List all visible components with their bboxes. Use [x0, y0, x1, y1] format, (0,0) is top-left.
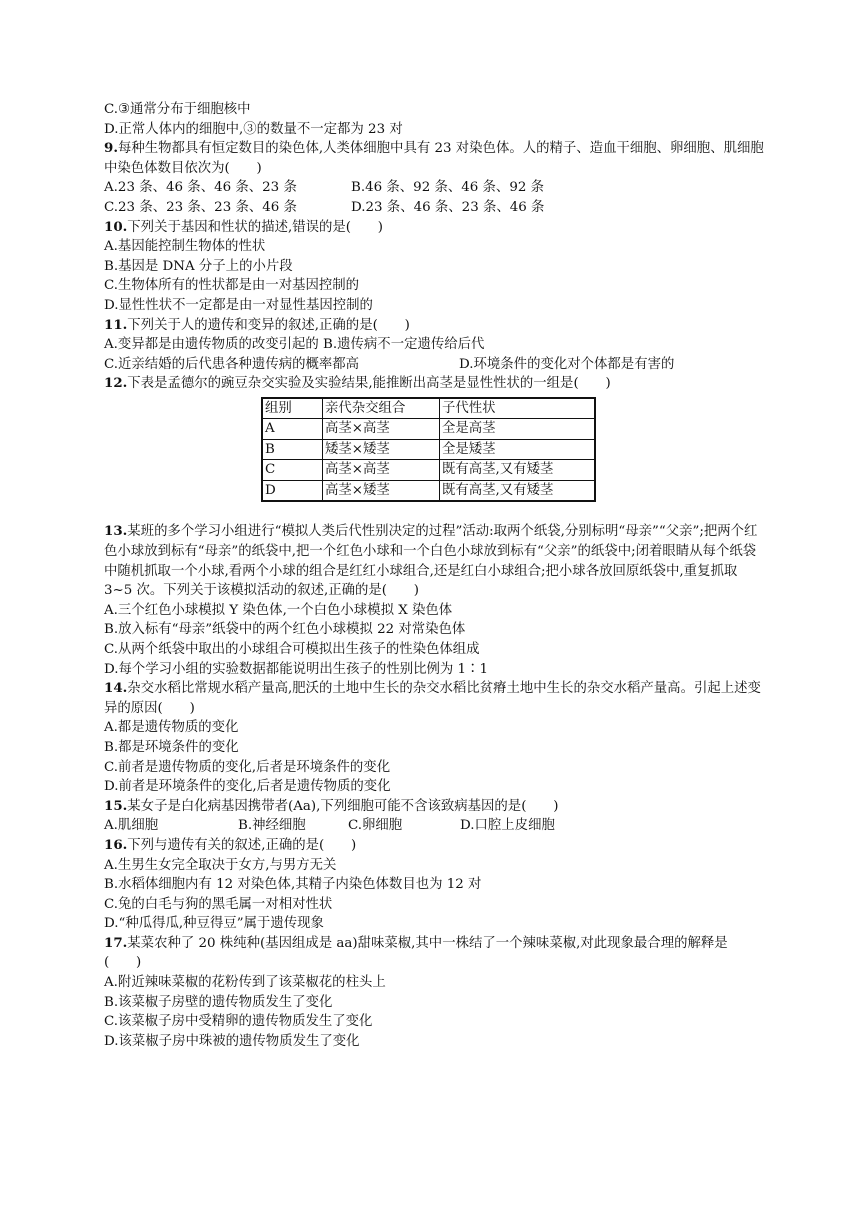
q14-stem-text: 杂交水稻比常规水稻产量高,肥沃的土地中生长的杂交水稻比贫瘠土地中生长的杂交水稻产量高。引起上述变异的原因( ): [104, 681, 761, 716]
q17-stem: [104, 934, 764, 973]
q15-option-c: C.卵细胞: [348, 818, 403, 834]
q13-option-c: C.从两个纸袋中取出的小球组合可模拟出生孩子的性染色体组成: [104, 641, 480, 657]
q11-option-d: D.环境条件的变化对个体都是有害的: [459, 356, 675, 372]
table-row: [262, 419, 595, 440]
q16-number: 16.: [104, 836, 128, 853]
q12-number: 12.: [104, 375, 128, 392]
question-content: [104, 100, 764, 1051]
q9-stem: [104, 139, 764, 178]
q14-option-b: B.都是环境条件的变化: [104, 739, 239, 755]
table-cell: B: [262, 439, 323, 460]
q9-option-b: B.46 条、92 条、46 条、92 条: [351, 180, 545, 196]
q16-option-d: D.“种瓜得瓜,种豆得豆”属于遗传现象: [104, 916, 324, 932]
q10-stem: [104, 218, 764, 238]
q15-option-a: A.肌细胞: [104, 818, 159, 834]
table-row: [262, 439, 595, 460]
table-cell: 既有高茎,又有矮茎: [440, 480, 596, 501]
q9-options-row1: [104, 178, 764, 198]
q9-option-c: C.23 条、23 条、23 条、46 条: [104, 199, 297, 215]
q15-option-b: B.神经细胞: [238, 818, 306, 834]
q11-number: 11.: [104, 316, 128, 333]
q10-option-c: C.生物体所有的性状都是由一对基因控制的: [104, 278, 360, 294]
q17-option-b: B.该菜椒子房壁的遗传物质发生了变化: [104, 994, 333, 1010]
q14-option-a: A.都是遗传物质的变化: [104, 720, 239, 736]
table-cell: D: [262, 480, 323, 501]
q9-stem-text: 每种生物都具有恒定数目的染色体,人类体细胞中具有 23 对染色体。人的精子、造血干细胞、卵细胞、肌细胞中染色体数目依次为( ): [104, 141, 764, 176]
q11-option-c: C.近亲结婚的后代患各种遗传病的概率都高: [104, 356, 360, 372]
q8-option-c: C.③通常分布于细胞核中: [104, 102, 251, 117]
q12-stem-text: 下表是孟德尔的豌豆杂交实验及实验结果,能推断出高茎是显性性状的一组是( ): [127, 376, 611, 392]
q13-option-a: A.三个红色小球模拟 Y 染色体,一个白色小球模拟 X 染色体: [104, 602, 453, 618]
table-cell: 高茎×高茎: [323, 460, 440, 481]
q11-stem: [104, 316, 764, 336]
q11-options-row2: [104, 355, 764, 375]
q10-number: 10.: [104, 218, 128, 235]
q13-stem-text: 某班的多个学习小组进行“模拟人类后代性别决定的过程”活动:取两个纸袋,分别标明“母亲”“父亲”;把两个红色小球放到标有“母亲”的纸袋中,把一个红色小球和一个白色小球放到标有“父亲”的纸袋中;闭着眼睛从每个纸袋中随机抓取一个小球,看两个小球的组合是红红小球组合,还是红白小球组合;把小球各放回原纸袋中,重复抓取 3~5 次。下列关于该模拟活动的叙述,正确的是( ): [104, 524, 758, 599]
q16-stem-text: 下列与遗传有关的叙述,正确的是( ): [127, 837, 357, 853]
table-cell: 全是高茎: [440, 419, 596, 440]
q16-option-a: A.生男生女完全取决于女方,与男方无关: [104, 857, 337, 873]
q12-stem: [104, 374, 764, 394]
q16-option-b: B.水稻体细胞内有 12 对染色体,其精子内染色体数目也为 12 对: [104, 877, 482, 893]
q15-option-d: D.口腔上皮细胞: [460, 818, 555, 834]
q17-number: 17.: [104, 934, 128, 951]
table-header-cell: 组别: [262, 398, 323, 419]
q13-stem: [104, 522, 764, 600]
q9-option-a: A.23 条、46 条、46 条、23 条: [104, 180, 297, 196]
table-row: [262, 480, 595, 501]
table-row: [262, 460, 595, 481]
table-cell: 全是矮茎: [440, 439, 596, 460]
q11-options-ab: A.变异都是由遗传物质的改变引起的 B.遗传病不一定遗传给后代: [104, 337, 485, 353]
table-cell: A: [262, 419, 323, 440]
q9-number: 9.: [104, 140, 118, 157]
q10-option-b: B.基因是 DNA 分子上的小片段: [104, 258, 293, 274]
q17-stem-text: 某菜农种了 20 株纯种(基因组成是 aa)甜味菜椒,其中一株结了一个辣味菜椒,对此现象最合理的解释是( ): [104, 935, 728, 971]
q9-option-d: D.23 条、46 条、23 条、46 条: [351, 199, 545, 215]
table-cell: 既有高茎,又有矮茎: [440, 460, 596, 481]
q14-option-d: D.前者是环境条件的变化,后者是遗传物质的变化: [104, 779, 391, 795]
q16-option-c: C.兔的白毛与狗的黑毛属一对相对性状: [104, 896, 333, 912]
q11-stem-text: 下列关于人的遗传和变异的叙述,正确的是( ): [127, 317, 410, 333]
q15-stem: [104, 797, 764, 817]
q17-option-c: C.该菜椒子房中受精卵的遗传物质发生了变化: [104, 1014, 373, 1030]
q10-option-d: D.显性性状不一定都是由一对显性基因控制的: [104, 297, 373, 313]
table-cell: C: [262, 460, 323, 481]
q12-table: [261, 397, 596, 503]
table-header-cell: 子代性状: [440, 398, 596, 419]
table-cell: 矮茎×矮茎: [323, 439, 440, 460]
table-header-cell: 亲代杂交组合: [323, 398, 440, 419]
q13-number: 13.: [104, 523, 128, 540]
q13-option-b: B.放入标有“母亲”纸袋中的两个红色小球模拟 22 对常染色体: [104, 622, 466, 638]
q15-stem-text: 某女子是白化病基因携带者(Aa),下列细胞可能不含该致病基因的是( ): [127, 798, 559, 814]
table-cell: 高茎×高茎: [323, 419, 440, 440]
q17-option-d: D.该菜椒子房中珠被的遗传物质发生了变化: [104, 1033, 360, 1049]
q15-options: [104, 816, 764, 836]
q14-number: 14.: [104, 680, 128, 697]
q12-table-wrapper: [261, 397, 764, 503]
q14-stem: [104, 679, 764, 718]
q10-stem-text: 下列关于基因和性状的描述,错误的是( ): [127, 219, 384, 235]
q14-option-c: C.前者是遗传物质的变化,后者是环境条件的变化: [104, 759, 391, 775]
q13-option-d: D.每个学习小组的实验数据都能说明出生孩子的性别比例为 1∶1: [104, 661, 488, 677]
table-cell: 高茎×矮茎: [323, 480, 440, 501]
q17-option-a: A.附近辣味菜椒的花粉传到了该菜椒花的柱头上: [104, 975, 386, 991]
q16-stem: [104, 836, 764, 856]
q15-number: 15.: [104, 797, 128, 814]
q10-option-a: A.基因能控制生物体的性状: [104, 239, 266, 255]
table-header-row: [262, 398, 595, 419]
q8-option-d: D.正常人体内的细胞中,③的数量不一定都为 23 对: [104, 121, 403, 137]
q9-options-row2: [104, 198, 764, 218]
